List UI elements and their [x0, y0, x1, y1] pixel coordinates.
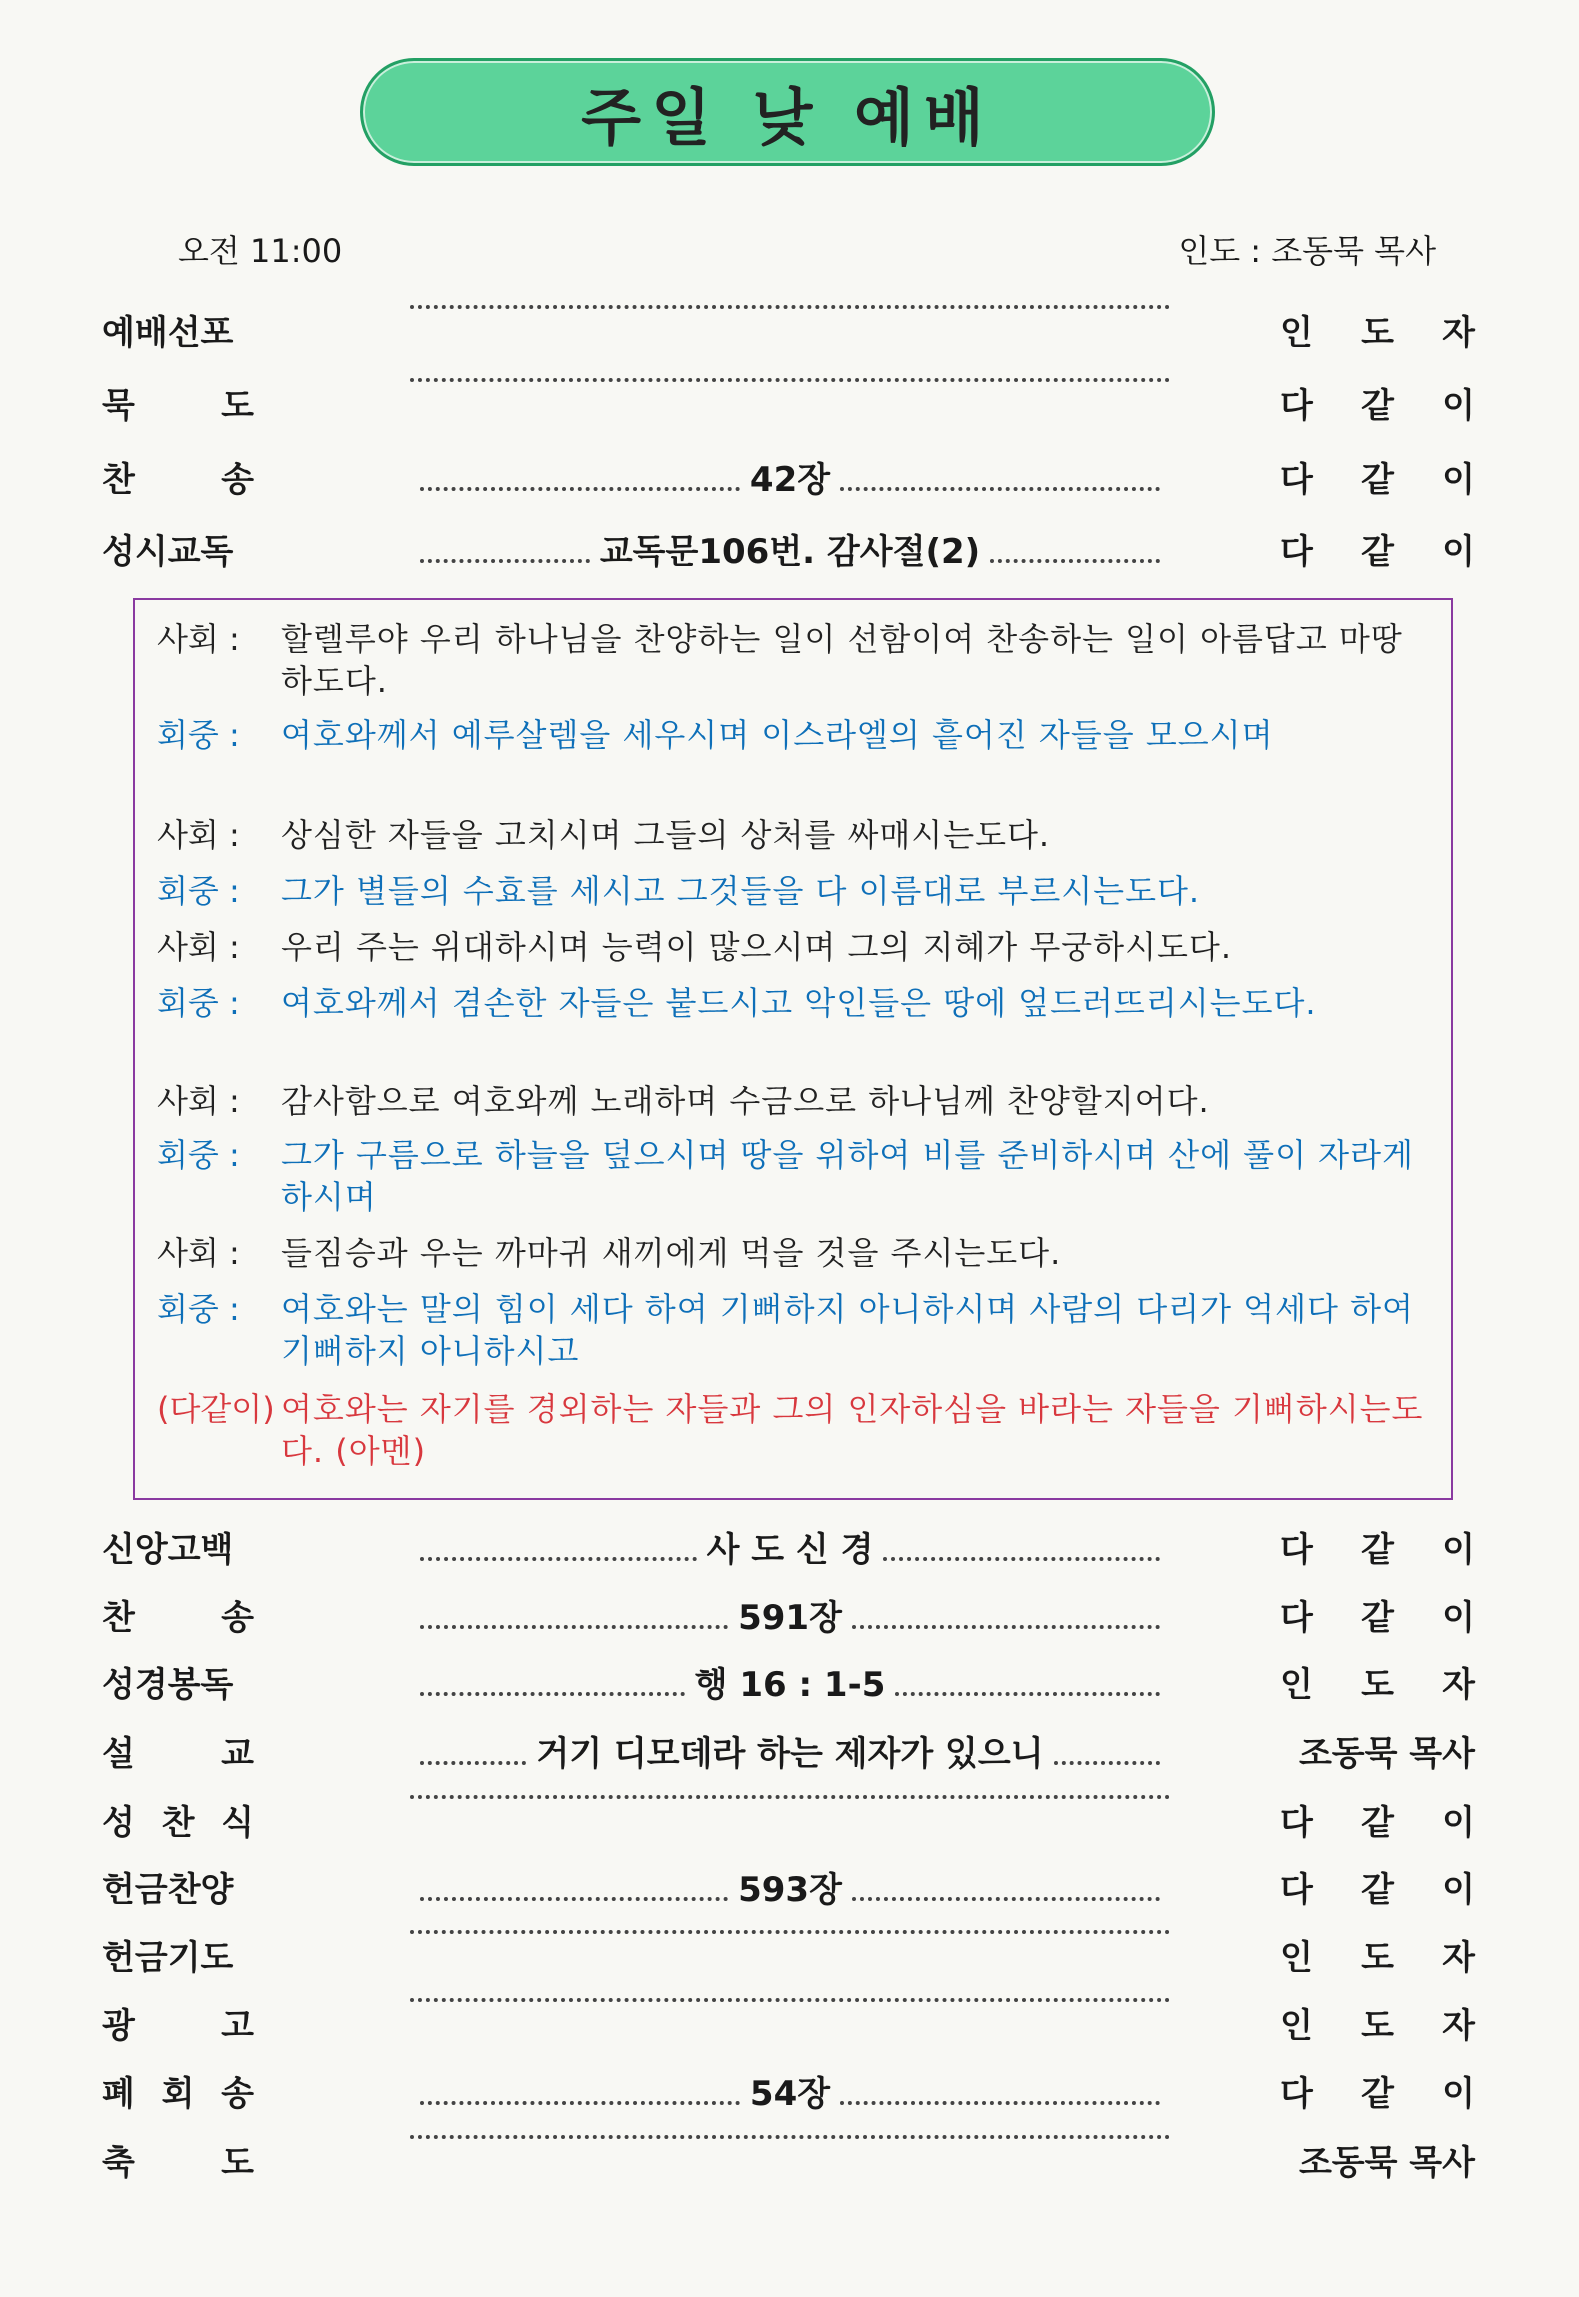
order-item-label: 헌금찬양	[102, 1870, 234, 1910]
order-item-detail: 거기 디모데라 하는 제자가 있으니	[410, 1726, 1170, 1775]
order-item-role: 다 같 이	[1280, 1803, 1475, 1843]
order-item-detail: 42장	[410, 452, 1170, 501]
reading-line	[157, 926, 1432, 968]
order-item	[0, 305, 1579, 365]
reading-line	[157, 618, 1432, 702]
reading-speaker: (다같이)	[157, 1390, 275, 1428]
title-banner	[360, 58, 1215, 166]
order-item-label: 성경봉독	[102, 1665, 234, 1705]
order-item	[0, 2135, 1579, 2195]
reading-line	[157, 1232, 1432, 1274]
reading-text: 할렐루야 우리 하나님을 찬양하는 일이 선함이여 찬송하는 일이 아름답고 마땅하도다.	[281, 620, 1403, 700]
reading-text: 여호와는 자기를 경외하는 자들과 그의 인자하심을 바라는 자들을 기뻐하시는도다. (아멘)	[281, 1390, 1424, 1470]
reading-line	[157, 1080, 1432, 1122]
order-item-role: 다 같 이	[1280, 532, 1475, 572]
order-item-role: 다 같 이	[1280, 1870, 1475, 1910]
order-item-role: 다 같 이	[1280, 1598, 1475, 1638]
order-item-label: 축 도	[102, 2143, 254, 2183]
order-item	[0, 1726, 1579, 1786]
reading-line	[157, 814, 1432, 856]
order-item	[0, 452, 1579, 512]
order-item	[0, 1795, 1579, 1855]
reading-speaker: 회중 :	[157, 984, 240, 1022]
order-item-detail	[410, 1795, 1170, 1807]
order-item-role: 다 같 이	[1280, 2074, 1475, 2114]
order-item-detail: 593장	[410, 1862, 1170, 1911]
order-item-label: 신앙고백	[102, 1530, 234, 1570]
order-item-detail	[410, 305, 1170, 317]
reading-line	[157, 714, 1432, 756]
order-item-label: 설 교	[102, 1734, 254, 1774]
order-item-role: 인 도 자	[1280, 313, 1475, 353]
order-item	[0, 378, 1579, 438]
order-item	[0, 1998, 1579, 2058]
order-item	[0, 1522, 1579, 1582]
order-item-role: 인 도 자	[1280, 1938, 1475, 1978]
order-item-role: 인 도 자	[1280, 1665, 1475, 1705]
order-item	[0, 1590, 1579, 1650]
order-item-detail	[410, 1998, 1170, 2010]
order-item-detail: 교독문106번. 감사절(2)	[410, 524, 1170, 573]
reading-line	[157, 1134, 1432, 1218]
reading-line	[157, 1388, 1432, 1472]
reading-line	[157, 870, 1432, 912]
reading-speaker: 사회 :	[157, 1234, 240, 1272]
reading-text: 상심한 자들을 고치시며 그들의 상처를 싸매시는도다.	[281, 816, 1051, 854]
reading-text: 그가 구름으로 하늘을 덮으시며 땅을 위하여 비를 준비하시며 산에 풀이 자라게 하시며	[281, 1136, 1414, 1216]
order-item-detail: 사 도 신 경	[410, 1522, 1170, 1571]
reading-speaker: 회중 :	[157, 872, 240, 910]
reading-text: 여호와는 말의 힘이 세다 하여 기뻐하지 아니하시며 사람의 다리가 억세다 하여 기뻐하지 아니하시고	[281, 1290, 1414, 1370]
order-item-label: 광 고	[102, 2006, 254, 2046]
order-item-label: 예배선포	[102, 313, 234, 353]
order-item	[0, 524, 1579, 584]
reading-text: 감사함으로 여호와께 노래하며 수금으로 하나님께 찬양할지어다.	[281, 1082, 1210, 1120]
order-item	[0, 1862, 1579, 1922]
reading-speaker: 사회 :	[157, 620, 240, 658]
reading-speaker: 회중 :	[157, 716, 240, 754]
order-item-detail: 591장	[410, 1590, 1170, 1639]
order-item-detail: 54장	[410, 2066, 1170, 2115]
order-item	[0, 2066, 1579, 2126]
reading-speaker: 회중 :	[157, 1290, 240, 1328]
order-item-label: 헌금기도	[102, 1938, 234, 1978]
order-item	[0, 1657, 1579, 1717]
reading-line	[157, 982, 1432, 1024]
page-title: 주일 낮 예배	[581, 80, 994, 154]
order-item-label: 묵 도	[102, 386, 254, 426]
reading-speaker: 회중 :	[157, 1136, 240, 1174]
reading-text: 여호와께서 예루살렘을 세우시며 이스라엘의 흩어진 자들을 모으시며	[281, 716, 1274, 754]
reading-text: 우리 주는 위대하시며 능력이 많으시며 그의 지혜가 무궁하시도다.	[281, 928, 1233, 966]
order-item-label: 찬 송	[102, 1598, 254, 1638]
reading-speaker: 사회 :	[157, 816, 240, 854]
order-item-role: 조동묵 목사	[1298, 2143, 1475, 2183]
order-item-label: 성시교독	[102, 532, 234, 572]
order-item-label: 찬 송	[102, 460, 254, 500]
order-item-detail	[410, 1930, 1170, 1942]
order-item-role: 다 같 이	[1280, 1530, 1475, 1570]
service-time: 오전 11:00	[178, 232, 343, 270]
order-item-role: 다 같 이	[1280, 460, 1475, 500]
order-item-detail: 행 16 : 1-5	[410, 1657, 1170, 1706]
reading-speaker: 사회 :	[157, 928, 240, 966]
order-item-label: 성 찬 식	[102, 1803, 254, 1843]
reading-speaker: 사회 :	[157, 1082, 240, 1120]
order-item-role: 인 도 자	[1280, 2006, 1475, 2046]
order-item-detail	[410, 378, 1170, 390]
order-item-detail	[410, 2135, 1170, 2147]
reading-text: 그가 별들의 수효를 세시고 그것들을 다 이름대로 부르시는도다.	[281, 872, 1201, 910]
reading-line	[157, 1288, 1432, 1372]
order-item-role: 조동묵 목사	[1298, 1734, 1475, 1774]
order-item-label: 폐 회 송	[102, 2074, 254, 2114]
reading-text: 들짐승과 우는 까마귀 새끼에게 먹을 것을 주시는도다.	[281, 1234, 1062, 1272]
reading-text: 여호와께서 겸손한 자들은 붙드시고 악인들은 땅에 엎드러뜨리시는도다.	[281, 984, 1317, 1022]
order-item	[0, 1930, 1579, 1990]
order-item-role: 다 같 이	[1280, 386, 1475, 426]
service-leader: 인도 : 조동묵 목사	[1178, 232, 1436, 270]
